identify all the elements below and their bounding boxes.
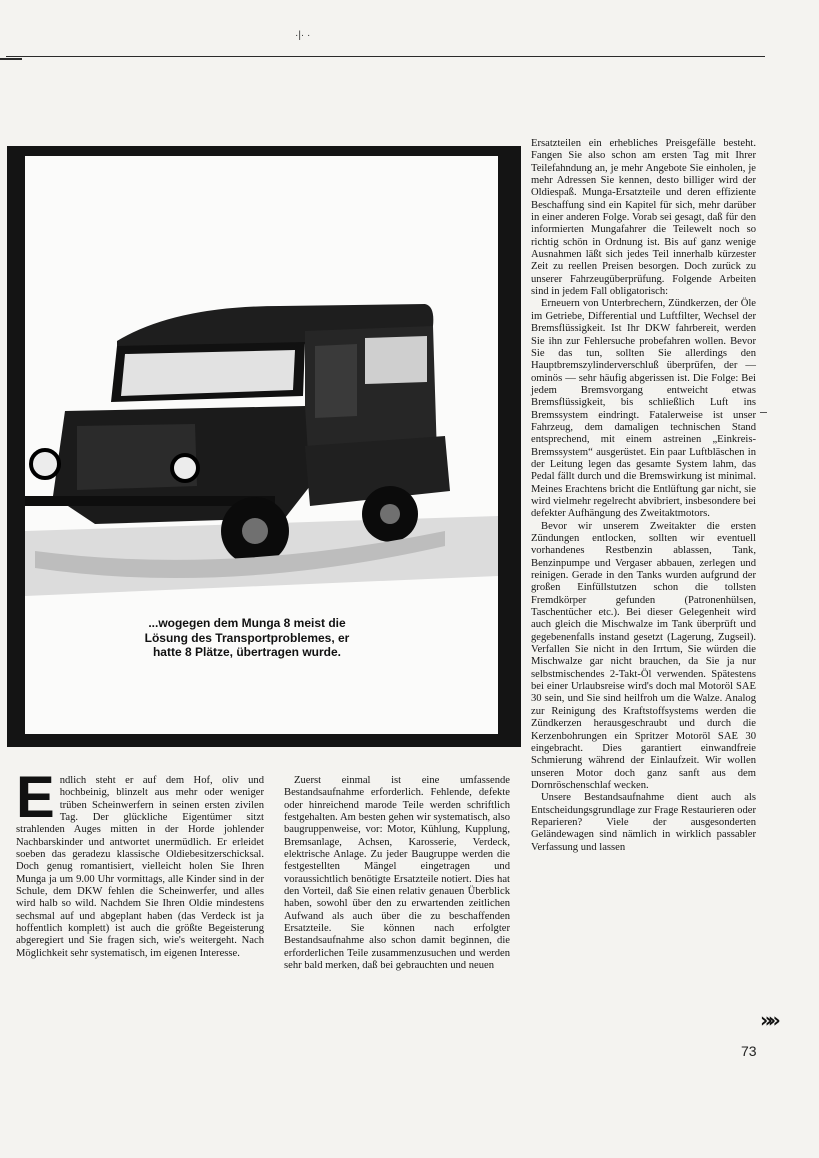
article-column-1	[16, 765, 264, 960]
drop-cap: E	[16, 765, 55, 830]
top-rule	[6, 56, 765, 57]
continue-arrow-icon: »»	[760, 1008, 776, 1032]
paragraph: Bevor wir unserem Zweitakter die ersten Zündungen entlocken, sollten wir eventuell vorhandenes Restbenzin ablassen, Tank, Benzinpumpe und Vergaser abbauen, zerlegen und reinigen. Gerade in den Tanks wurden aufgrund der großen Einfüllstutzen schon die tollsten Fremdkörper gefunden (Patronenhülsen, Taschentücher etc.). Bei dieser Gelegenheit wird auch gleich die Mischwalze im Tank überprüft und gegebenenfalls instand gesetzt (Lagerung, Zugseil). Verfallen Sie nicht in den Irrtum, Sie würden die Mischwalze gar nicht brauchen, da Sie ja nur selbstmischendes 2-Takt-Öl verwenden. Spätestens bei einer Urlaubsreise wird's doch mal Motoröl SAE 30 sein, und Sie sind heilfroh um die Walze. Analog zur Reinigung des Kraftstoffsystems werden die Zündkerzen herausgeschraubt und durch die Kerzenbohrungen ein Spritzer Motoröl SAE 30 eingebracht. Dies garantiert einwandfreie Schmierung während der Einlaufzeit. Wir wollen unseren Motor doch ganz sanft aus dem Dornröschenschlaf wecken.	[531, 520, 756, 791]
paragraph: Zuerst einmal ist eine umfassende Bestandsaufnahme erforderlich. Fehlende, defekte oder hinreichend marode Teile werden schriftlich festgehalten. Am besten gehen wir systematisch, also baugruppenweise, vor: Motor, Kühlung, Kupplung, Bremsanlage, Achsen, Karosserie, Verdeck, elektrische Anlage. Zu jeder Baugruppe werden die festgestellten Mängel eingetragen und voraussichtlich benötigte Ersatzteile notiert. Dies hat den Vorteil, daß Sie einen relativ genauen Überblick haben, sowohl über den zu erwartenden zeitlichen Aufwand als auch über die zu beschaffenden Ersatzteile. Sie können nach erfolgter Bestandsaufnahme also schon damit beginnen, die erforderlichen Teile zusammenzusuchen und werden sehr bald merken, daß bei gebrauchten und neuen	[284, 775, 510, 972]
paragraph: Ersatzteilen ein erhebliches Preisgefälle besteht. Fangen Sie also schon am ersten Tag mit Ihrer Teilefahndung an, je mehr Angebote Sie einholen, je mehr Adressen Sie kennen, desto billiger wird der Oldiespaß. Munga-Ersatzteile und deren effiziente Beschaffung sind ein Kapitel für sich, mehr darüber in einer anderen Folge. Vorab sei gesagt, daß für den informierten Mungafahrer die Teilewelt noch so richtig schön in Ordnung ist. Bis auf ganz wenige Ausnahmen läßt sich jedes Teil innerhalb kürzester Zeit zu reellen Preisen besorgen. Doch zurück zu unserer Fahrzeugüberprüfung. Folgende Arbeiten sind in jedem Fall obligatorisch:	[531, 138, 756, 298]
print-speck: ·|· ·	[295, 30, 311, 41]
paragraph: Unsere Bestandsaufnahme dient auch als Entscheidungsgrundlage zur Frage Restaurieren oder Reparieren? Viele der ausgesonderten Geländewagen sind nämlich in wirklich passabler Verfassung und lassen	[531, 792, 756, 853]
margin-mark-right	[760, 412, 767, 413]
margin-mark	[0, 58, 22, 60]
article-column-3	[531, 138, 756, 854]
photo-caption: ...wogegen dem Munga 8 meist die Lösung des Transportproblemes, er hatte 8 Plätze, übertragen wurde.	[144, 616, 350, 660]
article-column-2	[284, 775, 510, 973]
vehicle-photo	[25, 156, 498, 734]
intro-text: ndlich steht er auf dem Hof, oliv und hochbeinig, blinzelt aus mehr oder weniger trüben Scheinwerfern in seinen ersten zivilen Tag. Der glückliche Eigentümer sitzt strahlenden Auges mitten in der Horde johlender Nachbarskinder und antwortet unermüdlich. Er erleidet soeben das geradezu klassische Oldiebesitzerschicksal. Doch genug romantisiert, vielleicht holen Sie Ihren Munga ja um 9.00 Uhr vormittags, alle Kinder sind in der Schule, dem DKW fehlen die Scheinwerfer, und alles wird halb so wild. Nachdem Sie Ihren Oldie mindestens sechsmal auf und abgeplant haben (das Verdeck ist ja hoffentlich komplett) ist auch die größte Begeisterung abgeregiert und Sie fragen sich, wie's weitergeht. Nach Möglichkeit sehr systematisch, im eigenen Interesse.	[16, 775, 264, 959]
paragraph: Erneuern von Unterbrechern, Zündkerzen, der Öle im Getriebe, Differential und Luftfilter, Wechsel der Bremsflüssigkeit. Ist Ihr DKW fahrbereit, werden Sie ihn zur Fehlersuche probefahren wollen. Bevor Sie das tun, sollten Sie allerdings den Hauptbremszylinderverschluß überprüfen, der — ominös — sehr häufig abgerissen ist. Die Folge: Bei jedem Bremsvorgang entweicht etwas Bremsflüssigkeit, bis schließlich Luft ins Bremssystem eindringt. Fatalerweise ist unser Fahrzeug, dem damaligen technischen Stand entsprechend, mit einem astreinen „Einkreis-Bremssystem“ ausgerüstet. Ein paar Luftbläschen in der Leitung legen das gesamte System lahm, das Pedal fällt durch und die Bremswirkung ist minimal. Meines Erachtens bricht die Entlüftung gar nicht, sie wird vielmehr regelrecht abvibriert, insbesondere bei defekter Aufhängung des Zweitaktmotors.	[531, 298, 756, 520]
intro-paragraph	[16, 765, 264, 960]
vehicle-photo-frame	[7, 146, 521, 747]
page-number: 73	[741, 1043, 757, 1059]
